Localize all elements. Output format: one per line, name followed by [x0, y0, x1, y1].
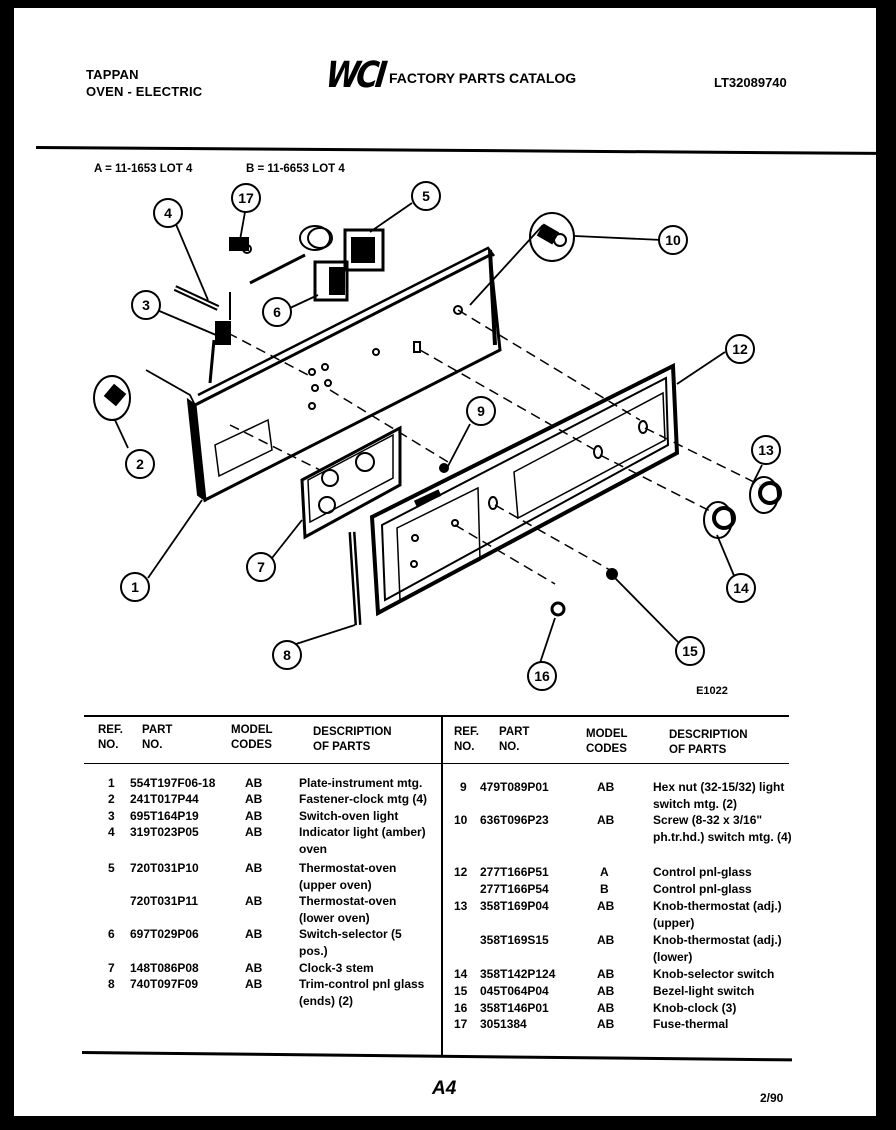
header-model-left: MODEL CODES [231, 724, 273, 751]
catalog-page [14, 8, 876, 1116]
table-row: 13 358T169P04 AB Knob-thermostat (adj.) (upper) [454, 899, 782, 930]
callout-1: 1 [131, 579, 139, 595]
header-part-left: PART NO. [142, 724, 173, 751]
catalog-number: LT32089740 [714, 75, 787, 90]
callout-12: 12 [732, 341, 748, 357]
table-row: 17 3051384 AB Fuse-thermal [454, 1017, 729, 1031]
table-bottom-rule [82, 1051, 792, 1061]
callout-9: 9 [477, 403, 485, 419]
callout-13: 13 [758, 442, 774, 458]
table-row: 277T166P54 B Control pnl-glass [480, 882, 752, 896]
thermal-fuse-part [230, 238, 251, 253]
table-row: 12 277T166P51 A Control pnl-glass [454, 865, 752, 879]
trim-part [352, 532, 358, 625]
header-desc-left: DESCRIPTION OF PARTS [313, 726, 392, 753]
model-code-b: B = 11-6653 LOT 4 [246, 163, 345, 175]
bezel-part [607, 569, 617, 579]
wci-logo: WCI [323, 55, 386, 96]
table-row: 3 695T164P19 AB Switch-oven light [108, 809, 399, 823]
callout-4: 4 [164, 205, 172, 221]
revision-date: 2/90 [760, 1091, 784, 1105]
table-row: 7 148T086P08 AB Clock-3 stem [108, 961, 374, 975]
header-model-right: MODEL CODES [586, 728, 628, 755]
callout-8: 8 [283, 647, 291, 663]
callout-14: 14 [733, 580, 749, 596]
header-part-right: PART NO. [499, 726, 530, 753]
table-row: 4 319T023P05 AB Indicator light (amber) oven [108, 825, 426, 856]
model-code-a: A = 11-1653 LOT 4 [94, 163, 193, 175]
knob-clock-part [552, 603, 564, 615]
table-row: 6 697T029P06 AB Switch-selector (5 pos.) [108, 927, 402, 958]
table-row: 5 720T031P10 AB Thermostat-oven (upper oven) [108, 861, 397, 892]
knob-selector-part [704, 502, 734, 538]
table-header-rule [84, 763, 789, 764]
callout-5: 5 [422, 188, 430, 204]
exploded-parts-diagram [14, 8, 876, 708]
header-desc-right: DESCRIPTION OF PARTS [669, 729, 748, 756]
fastener-part [94, 376, 130, 420]
selector-switch-part [315, 262, 347, 300]
table-row: 1 554T197F06-18 AB Plate-instrument mtg. [108, 776, 423, 790]
table-row: 358T169S15 AB Knob-thermostat (adj.) (lower) [480, 933, 782, 964]
figure-id: E1022 [696, 685, 728, 697]
header-ref-left: REF. NO. [98, 724, 123, 751]
knob-thermostat-part [750, 477, 780, 513]
header-ref-right: REF. NO. [454, 726, 479, 753]
table-row: 2 241T017P44 AB Fastener-clock mtg (4) [108, 792, 428, 806]
table-row: 720T031P11 AB Thermostat-oven (lower oven) [130, 894, 397, 925]
table-row: 16 358T146P01 AB Knob-clock (3) [454, 1001, 737, 1015]
table-row: 10 636T096P23 AB Screw (8-32 x 3/16" ph.tr.hd.) switch mtg. (4) [454, 813, 792, 844]
product-type: OVEN - ELECTRIC [86, 84, 203, 99]
table-row: 9 479T089P01 AB Hex nut (32-15/32) light switch mtg. (2) [460, 780, 785, 811]
table-column-divider [441, 715, 443, 1057]
table-row: 8 740T097F09 AB Trim-control pnl glass (ends) (2) [108, 977, 425, 1008]
callout-6: 6 [273, 304, 281, 320]
screw-part [530, 213, 574, 261]
table-row: 15 045T064P04 AB Bezel-light switch [454, 984, 755, 998]
page-number: A4 [432, 1078, 457, 1099]
callout-16: 16 [534, 668, 550, 684]
callout-17: 17 [238, 190, 254, 206]
callout-2: 2 [136, 456, 144, 472]
table-top-rule [84, 715, 789, 717]
control-panel-glass [372, 366, 677, 613]
callout-15: 15 [682, 643, 698, 659]
callout-7: 7 [257, 559, 265, 575]
callout-10: 10 [665, 232, 681, 248]
table-row: 14 358T142P124 AB Knob-selector switch [454, 967, 775, 981]
callout-3: 3 [142, 297, 150, 313]
brand-name: TAPPAN [86, 67, 139, 82]
catalog-title: FACTORY PARTS CATALOG [389, 70, 577, 86]
indicator-light-part [175, 288, 218, 308]
